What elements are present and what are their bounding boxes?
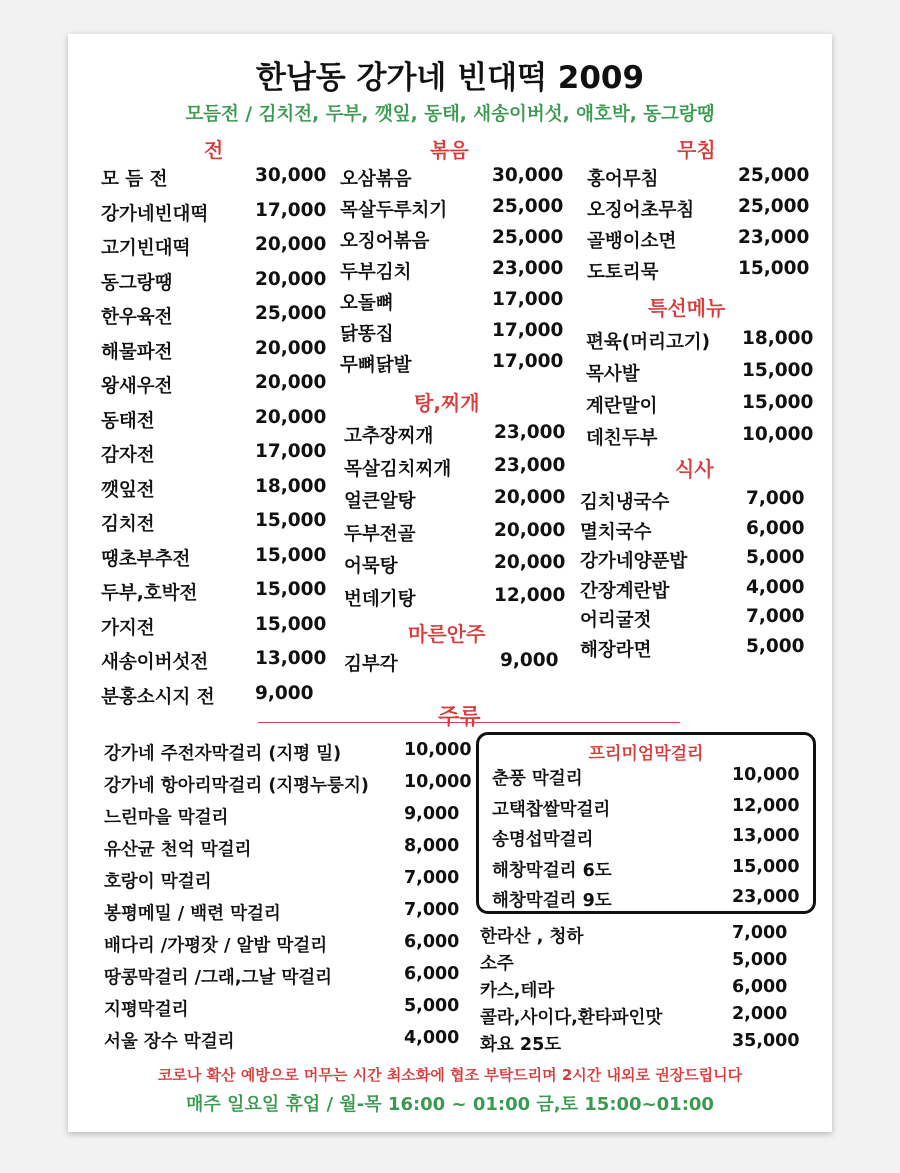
premium-makgeolli-heading: 프리미엄막걸리: [588, 744, 704, 764]
menu-item-name: 동태전: [101, 410, 155, 432]
menu-item: [580, 635, 805, 662]
menu-item-name: 호랑이 막걸리: [104, 872, 212, 892]
menu-item-price: 10,000: [742, 424, 814, 445]
menu-item-price: 2,000: [732, 1004, 788, 1024]
menu-item-name: 해창막걸리 6도: [492, 860, 612, 881]
menu-item-price: 9,000: [500, 650, 559, 671]
menu-item-name: 해물파전: [101, 341, 173, 363]
menu-item-name: 김부각: [344, 654, 398, 675]
menu-item: [104, 772, 472, 797]
menu-item: [104, 900, 460, 925]
menu-item: [480, 977, 788, 1002]
menu-item-name: 데친두부: [586, 428, 658, 449]
menu-item: [344, 552, 566, 578]
muchim-heading: 무침: [677, 138, 716, 162]
menu-item-name: 멸치국수: [580, 521, 652, 543]
menu-item-price: 20,000: [255, 268, 327, 290]
menu-item: [344, 454, 566, 481]
menu-item-name: 오삼볶음: [340, 169, 412, 190]
menu-item-name: 배다리 /가평잣 / 알밤 막걸리: [104, 936, 328, 956]
menu-item-price: 6,000: [732, 977, 788, 997]
menu-item: [104, 996, 460, 1021]
menu-item-name: 오징어볶음: [340, 231, 430, 252]
menu-item-price: 20,000: [255, 234, 327, 255]
menu-item: [101, 441, 327, 467]
menu-item-name: 고기빈대떡: [101, 238, 191, 259]
menu-item-price: 25,000: [738, 196, 810, 217]
menu-item-name: 느린마을 막걸리: [104, 808, 229, 828]
meal-heading: 식사: [675, 457, 714, 481]
menu-item-price: 5,000: [746, 547, 805, 568]
menu-item-price: 15,000: [255, 544, 327, 566]
menu-item: [101, 199, 327, 226]
menu-item: [101, 544, 327, 571]
menu-item: [101, 682, 314, 709]
menu-item-price: 18,000: [742, 328, 814, 349]
menu-item: [101, 303, 327, 329]
menu-item-name: 한라산 , 청하: [480, 927, 584, 947]
menu-item: [101, 406, 327, 433]
menu-item: [480, 1004, 788, 1029]
menu-item: [101, 475, 327, 502]
menu-item-price: 13,000: [255, 648, 327, 669]
menu-item-name: 김치전: [101, 514, 155, 535]
menu-item-name: 김치냉국수: [580, 492, 670, 513]
menu-item-price: 8,000: [404, 836, 460, 856]
menu-item: [492, 826, 800, 851]
menu-item-name: 땡초부추전: [101, 548, 191, 570]
menu-item: [492, 856, 800, 882]
menu-item-price: 17,000: [492, 351, 564, 372]
menu-item-name: 계란말이: [586, 396, 658, 417]
menu-item-price: 23,000: [494, 422, 566, 443]
menu-item-price: 23,000: [732, 887, 800, 907]
business-hours: 매주 일요일 휴업 / 월-목 16:00 ~ 01:00 금,토 15:00~01:00: [186, 1094, 714, 1115]
menu-item: [340, 227, 564, 253]
menu-item-name: 골뱅이소면: [587, 231, 677, 252]
menu-item-price: 5,000: [404, 996, 460, 1016]
menu-item: [101, 648, 327, 674]
menu-item-name: 땅콩막걸리 /그래,그날 막걸리: [104, 968, 333, 988]
menu-item: [340, 258, 564, 284]
menu-item-price: 15,000: [255, 613, 327, 635]
menu-item: [340, 165, 564, 191]
menu-item: [344, 422, 566, 448]
menu-item: [480, 923, 788, 948]
menu-item-price: 6,000: [404, 932, 460, 952]
menu-item-price: 15,000: [255, 510, 327, 531]
menu-item-name: 화요 25도: [480, 1035, 562, 1055]
menu-item: [104, 932, 460, 957]
menu-item: [101, 510, 327, 536]
menu-item-name: 강가네 항아리막걸리 (지평누룽지): [104, 776, 369, 796]
notice-text: 코로나 확산 예방으로 머무는 시간 최소화에 협조 부탁드리며 2시간 내외로 권장드립니다: [157, 1066, 743, 1084]
menu-item: [101, 337, 327, 364]
menu-item-price: 5,000: [746, 635, 805, 657]
menu-item-price: 20,000: [255, 406, 327, 428]
menu-item-name: 목사발: [586, 364, 640, 385]
drinks-divider: [258, 722, 680, 723]
menu-item: [480, 1031, 800, 1056]
menu-item-price: 6,000: [404, 964, 460, 984]
menu-item-price: 5,000: [732, 950, 788, 970]
menu-item-price: 12,000: [732, 795, 800, 816]
dry-snack-heading: 마른안주: [408, 622, 486, 646]
menu-item-price: 25,000: [738, 165, 810, 186]
menu-item-price: 17,000: [255, 441, 327, 462]
menu-item-name: 무뼈닭발: [340, 355, 412, 376]
menu-item: [104, 804, 460, 829]
menu-item: [104, 836, 460, 861]
menu-item: [580, 517, 805, 544]
menu-item-name: 고추장찌개: [344, 426, 434, 447]
menu-item-name: 모 듬 전: [101, 169, 168, 190]
assorted-jeon-subtitle: 모듬전 / 김치전, 두부, 깻잎, 동태, 새송이버섯, 애호박, 동그랑땡: [185, 104, 715, 125]
menu-item-price: 17,000: [255, 199, 327, 221]
menu-item: [340, 351, 564, 377]
menu-item-name: 유산균 천억 막걸리: [104, 840, 252, 860]
menu-item-price: 18,000: [255, 475, 327, 497]
menu-item-price: 20,000: [494, 552, 566, 573]
drinks-heading: 주류: [438, 705, 481, 730]
menu-item: [587, 227, 810, 253]
menu-item-price: 15,000: [738, 258, 810, 279]
menu-item-name: 감자전: [101, 445, 155, 466]
menu-item-price: 7,000: [746, 606, 805, 627]
menu-item: [492, 887, 800, 912]
menu-item: [344, 650, 559, 676]
menu-item-name: 강가네빈대떡: [101, 203, 209, 225]
menu-item-name: 소주: [480, 954, 514, 974]
menu-item-price: 10,000: [404, 740, 472, 760]
menu-item: [340, 196, 564, 222]
menu-item-name: 동그랑땡: [101, 272, 173, 294]
tang-heading: 탕,찌개: [414, 391, 480, 415]
premium-makgeolli-box: [476, 732, 816, 914]
menu-item-price: 10,000: [404, 772, 472, 792]
menu-item-name: 강가네 주전자막걸리 (지평 밀): [104, 744, 342, 764]
menu-board: [68, 34, 832, 1132]
menu-item: [340, 320, 564, 346]
menu-item-price: 25,000: [492, 196, 564, 217]
menu-item-price: 15,000: [742, 360, 814, 381]
menu-item-name: 오돌뼈: [340, 293, 394, 314]
menu-item-name: 분홍소시지 전: [101, 686, 215, 708]
menu-item-name: 편육(머리고기): [586, 332, 711, 353]
menu-item-name: 오징어초무침: [587, 200, 695, 221]
menu-item: [340, 289, 564, 315]
menu-item-name: 도토리묵: [587, 262, 659, 283]
menu-item-price: 4,000: [746, 576, 805, 598]
menu-item-price: 20,000: [255, 337, 327, 359]
menu-item-price: 9,000: [404, 804, 460, 824]
menu-item-price: 17,000: [492, 289, 564, 310]
menu-item-price: 25,000: [255, 303, 327, 324]
menu-item-name: 한우육전: [101, 307, 173, 328]
menu-item-name: 송명섭막걸리: [492, 830, 594, 850]
menu-item: [104, 964, 460, 989]
menu-item-price: 30,000: [492, 165, 564, 186]
menu-item: [586, 392, 814, 418]
menu-item: [101, 268, 327, 295]
menu-item: [344, 584, 566, 611]
menu-item-price: 7,000: [746, 488, 805, 509]
menu-item-price: 7,000: [404, 868, 460, 888]
menu-item-price: 20,000: [494, 519, 566, 541]
menu-item-price: 7,000: [404, 900, 460, 920]
menu-item-price: 13,000: [732, 826, 800, 846]
menu-item-name: 얼큰알탕: [344, 491, 416, 512]
menu-item-name: 두부김치: [340, 262, 412, 283]
menu-item-name: 왕새우전: [101, 376, 173, 397]
menu-item: [344, 519, 566, 546]
menu-item: [101, 165, 327, 191]
menu-item: [101, 613, 327, 640]
menu-item-price: 23,000: [492, 258, 564, 279]
menu-item: [492, 765, 800, 790]
menu-item: [101, 372, 327, 398]
menu-item: [587, 258, 810, 284]
menu-item-name: 춘풍 막걸리: [492, 769, 583, 789]
menu-item-name: 어묵탕: [344, 556, 398, 577]
menu-item-name: 두부전골: [344, 523, 416, 545]
menu-item-price: 15,000: [732, 856, 800, 877]
menu-item-name: 카스,테라: [480, 981, 555, 1001]
menu-item-price: 7,000: [732, 923, 788, 943]
menu-item: [587, 165, 810, 191]
menu-item: [586, 328, 814, 354]
menu-item-price: 23,000: [738, 227, 810, 248]
menu-item-name: 강가네양푼밥: [580, 551, 688, 572]
menu-item-name: 지평막걸리: [104, 1000, 189, 1020]
menu-item: [104, 868, 460, 893]
menu-item: [344, 487, 566, 513]
jeon-heading: 전: [204, 138, 224, 162]
menu-item-price: 25,000: [492, 227, 564, 248]
menu-item: [587, 196, 810, 222]
menu-item: [492, 795, 800, 821]
menu-item-name: 가지전: [101, 617, 155, 639]
menu-item-name: 해창막걸리 9도: [492, 891, 612, 911]
menu-item-price: 4,000: [404, 1028, 460, 1048]
menu-item-name: 목살두루치기: [340, 200, 448, 221]
menu-item-name: 닭똥집: [340, 324, 394, 345]
menu-item-name: 깻잎전: [101, 479, 155, 501]
special-heading: 특선메뉴: [648, 296, 726, 320]
menu-item-name: 어리굴젓: [580, 610, 652, 631]
menu-item-name: 번데기탕: [344, 588, 416, 610]
menu-item-price: 9,000: [255, 682, 314, 704]
menu-item-price: 12,000: [494, 584, 566, 606]
menu-item: [480, 950, 788, 975]
restaurant-title: 한남동 강가네 빈대떡 2009: [255, 60, 645, 96]
menu-item-name: 고택찹쌀막걸리: [492, 799, 611, 820]
menu-item: [104, 740, 472, 765]
menu-item-price: 20,000: [255, 372, 327, 393]
menu-item-price: 20,000: [494, 487, 566, 508]
menu-item-price: 15,000: [255, 579, 327, 600]
menu-item: [586, 360, 814, 386]
menu-item-price: 35,000: [732, 1031, 800, 1051]
menu-item: [580, 576, 805, 603]
menu-item-name: 홍어무침: [587, 169, 659, 190]
bokkeum-heading: 볶음: [430, 138, 469, 162]
menu-item-price: 30,000: [255, 165, 327, 186]
menu-item-name: 봉평메밀 / 백련 막걸리: [104, 904, 281, 924]
menu-item-name: 콜라,사이다,환타파인맛: [480, 1008, 663, 1028]
menu-item-price: 10,000: [732, 765, 800, 785]
menu-item-name: 해장라면: [580, 639, 652, 661]
menu-item: [580, 547, 805, 573]
menu-item: [101, 234, 327, 260]
menu-item: [586, 424, 814, 450]
menu-item-name: 간장계란밥: [580, 580, 670, 602]
menu-item-price: 6,000: [746, 517, 805, 539]
menu-item-price: 17,000: [492, 320, 564, 341]
menu-item-name: 새송이버섯전: [101, 652, 209, 673]
menu-item: [104, 1028, 460, 1053]
menu-item: [101, 579, 327, 605]
menu-item-price: 23,000: [494, 454, 566, 476]
menu-item: [580, 606, 805, 632]
menu-item: [580, 488, 805, 514]
menu-item-name: 목살김치찌개: [344, 458, 452, 480]
menu-item-price: 15,000: [742, 392, 814, 413]
menu-item-name: 서울 장수 막걸리: [104, 1032, 235, 1052]
menu-item-name: 두부,호박전: [101, 583, 198, 604]
